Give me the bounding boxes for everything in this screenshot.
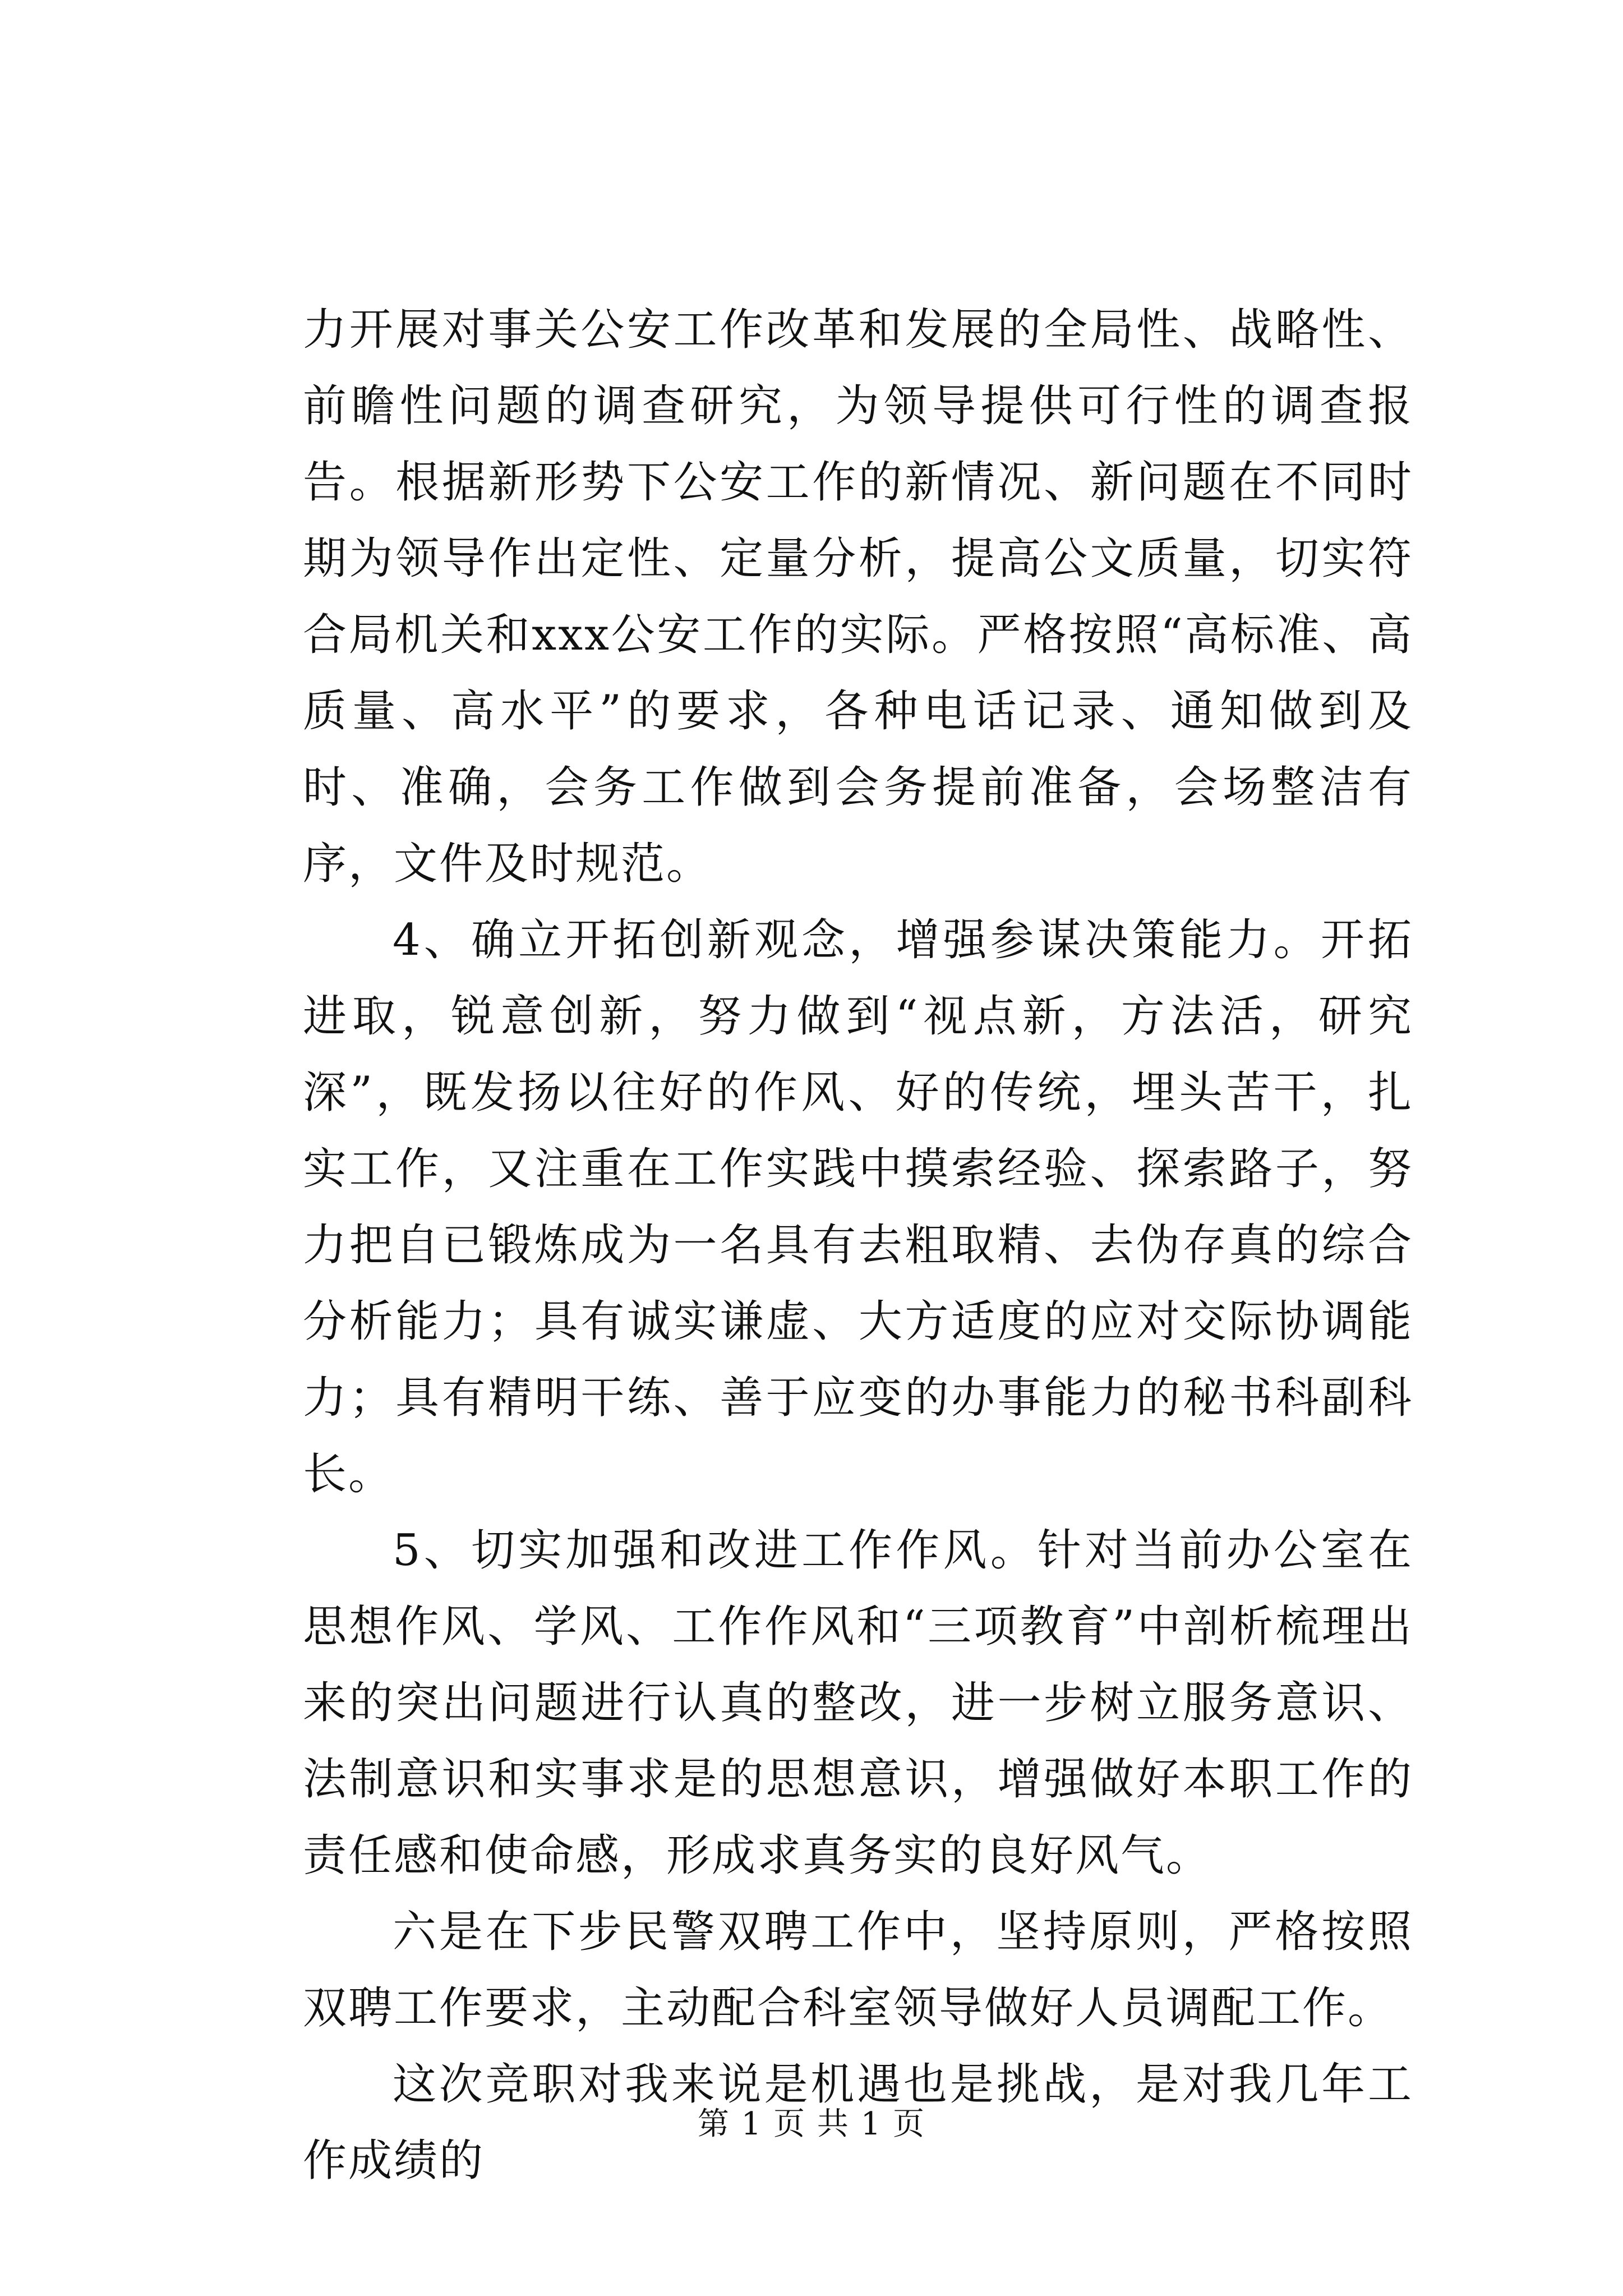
paragraph-2: 4、确立开拓创新观念，增强参谋决策能力。开拓进取，锐意创新，努力做到“视点新，方法活，研究深”，既发扬以往好的作风、好的传统，埋头苦干，扎实工作，又注重在工作实践中摸索经验、探索路子，努力把自已锻炼成为一名具有去粗取精、去伪存真的综合分析能力；具有诚实谦虚、大方适度的应对交际协调能力；具有精明干练、善于应变的办事能力的秘书科副科长。 <box>303 915 1413 1499</box>
paragraph-1: 力开展对事关公安工作改革和发展的全局性、战略性、前瞻性问题的调查研究，为领导提供可行性的调查报告。根据新形势下公安工作的新情况、新问题在不同时期为领导作出定性、定量分析，提高公文质量，切实符合局机关和xxx公安工作的实际。严格按照“高标准、高质量、高水平”的要求，各种电话记录、通知做到及时、准确，会务工作做到会务提前准备，会场整洁有序，文件及时规范。 <box>303 305 1413 889</box>
paragraph-4: 六是在下步民警双聘工作中，坚持原则，严格按照双聘工作要求，主动配合科室领导做好人员调配工作。 <box>303 1907 1413 2033</box>
paragraph-5: 这次竞职对我来说是机遇也是挑战，是对我几年工作成绩的 <box>303 2059 1413 2186</box>
paragraph-3: 5、切实加强和改进工作作风。针对当前办公室在思想作风、学风、工作作风和“三项教育”中剖析梳理出来的突出问题进行认真的整改，进一步树立服务意识、法制意识和实事求是的思想意识，增强做好本职工作的责任感和使命感，形成求真务实的良好风气。 <box>303 1525 1413 1881</box>
page-footer: 第 1 页 共 1 页 <box>697 2106 926 2142</box>
document-body <box>303 292 1413 2199</box>
